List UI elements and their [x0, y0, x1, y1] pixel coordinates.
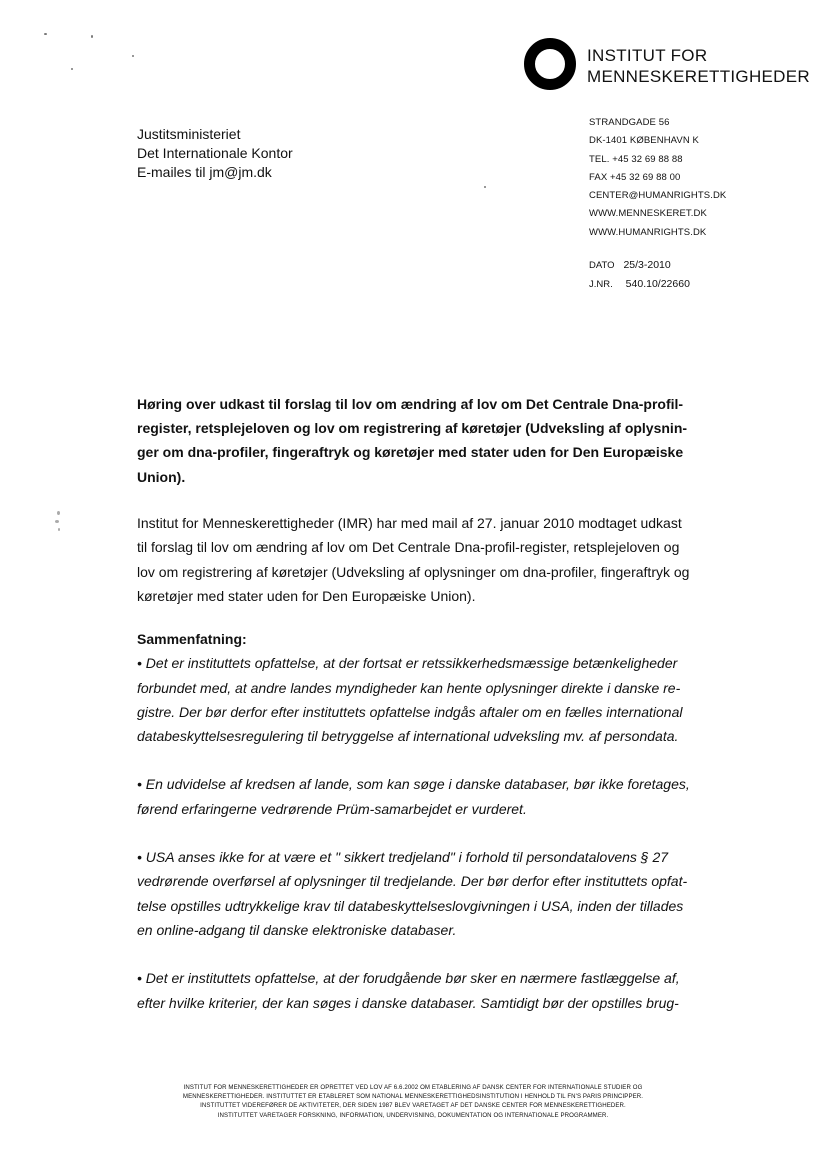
summary-line: forbundet med, at andre landes myndigheder kan hente oplysninger direkte i danske re- — [137, 679, 681, 696]
scan-speck — [44, 33, 47, 35]
footer-line: MENNESKERETTIGHEDER. INSTITUTTET ER ETABLERET SOM NATIONAL MENNESKERETTIGHEDSINSTITUTION I HENHOLD TIL FN'S PARIS PRINCIPPER. — [182, 1093, 644, 1101]
date-row — [589, 256, 690, 275]
summary-line: efter hvilke kriterier, der kan søges i danske databaser. Samtidigt bør der opstilles brug- — [137, 994, 679, 1011]
summary-line: en online-adgang til danske elektroniske databaser. — [137, 921, 457, 938]
intro-line: Institut for Menneskerettigheder (IMR) har med mail af 27. januar 2010 modtaget udkast — [137, 515, 682, 531]
journal-number-row — [589, 275, 690, 294]
summary-line: gistre. Der bør derfor efter instituttets opfattelse indgås aftaler om en fælles international — [137, 703, 683, 720]
summary-line: • Det er instituttets opfattelse, at der forudgående bør sker en nærmere fastlæggelse af, — [137, 970, 680, 987]
contact-email: CENTER@HUMANRIGHTS.DK — [589, 190, 727, 202]
summary-bullet — [137, 772, 690, 821]
page-footer — [120, 1083, 706, 1120]
institute-logo-icon — [524, 38, 576, 90]
contact-website: WWW.HUMANRIGHTS.DK — [589, 226, 707, 238]
contact-details — [589, 114, 726, 242]
letter-subject — [137, 392, 697, 489]
journal-number-label: J.NR. — [589, 279, 613, 290]
subject-line: ger om dna-profiler, fingeraftryk og køretøjer med stater uden for Den Europæiske — [137, 444, 684, 461]
scan-speck — [484, 186, 486, 188]
scan-speck — [91, 35, 93, 38]
journal-number-value: 540.10/22660 — [625, 278, 690, 290]
footer-line: INSTITUT FOR MENNESKERETTIGHEDER ER OPRETTET VED LOV AF 6.6.2002 OM ETABLERING AF DANSK CENTER FOR INTERNATIONALE STUDIER OG — [183, 1084, 643, 1091]
summary-bullet — [137, 651, 690, 748]
document-meta — [589, 256, 690, 294]
recipient-line: E-mailes til jm@jm.dk — [137, 164, 272, 180]
date-label: DATO — [589, 260, 615, 271]
scan-speck — [71, 68, 73, 70]
summary-line: • En udvidelse af kredsen af lande, som kan søge i danske databaser, bør ikke foretages, — [137, 776, 690, 793]
contact-street: STRANDGADE 56 — [589, 117, 670, 128]
scan-speck — [58, 528, 60, 531]
contact-fax: FAX +45 32 69 88 00 — [589, 171, 681, 183]
summary-line: • Det er instituttets opfattelse, at der fortsat er retssikkerhedsmæssige betænkeligheder — [137, 655, 678, 672]
recipient-line: Det Internationale Kontor — [137, 145, 293, 161]
summary-heading: Sammenfatning: — [137, 631, 247, 647]
intro-line: lov om registrering af køretøjer (Udveksling af oplysninger om dna-profiler, fingeraftryk og — [137, 563, 690, 580]
scan-speck — [57, 511, 60, 515]
scan-speck — [132, 55, 134, 57]
scan-speck — [55, 520, 59, 523]
summary-line: • USA anses ikke for at være et " sikkert tredjeland" i forhold til persondatalovens § 27 — [137, 849, 669, 866]
subject-line: register, retsplejeloven og lov om registrering af køretøjer (Udveksling af oplysnin- — [137, 420, 688, 437]
recipient-line: Justitsministeriet — [137, 126, 241, 142]
footer-line: INSTITUTTET VARETAGER FORSKNING, INFORMATION, UNDERVISNING, DOKUMENTATION OG INTERNATIONALE PROGRAMMER. — [217, 1111, 609, 1119]
subject-line: Høring over udkast til forslag til lov om ændring af lov om Det Centrale Dna-profil- — [137, 396, 684, 412]
institute-name-line2: MENNESKERETTIGHEDER — [587, 67, 810, 86]
institute-name-line1: INSTITUT FOR — [587, 46, 708, 65]
summary-line: databeskyttelsesregulering til betryggelse af international udveksling mv. af persondata. — [137, 728, 679, 745]
recipient-address — [137, 125, 293, 182]
summary-line: førend erfaringerne vedrørende Prüm-samarbejdet er vurderet. — [137, 800, 527, 817]
summary-bullet — [137, 966, 690, 1015]
contact-website: WWW.MENNESKERET.DK — [589, 208, 707, 220]
institute-name — [587, 45, 810, 87]
date-value: 25/3-2010 — [623, 259, 671, 271]
summary-bullet — [137, 845, 690, 942]
footer-line: INSTITUTTET VIDEREFØRER DE AKTIVITETER, DER SIDEN 1987 BLEV VARETAGET AF DET DANSKE CENTER FOR MENNESKERETTIGHEDER. — [200, 1102, 626, 1110]
summary-section — [137, 627, 690, 1015]
intro-line: til forslag til lov om ændring af lov om Det Centrale Dna-profil-register, retsplejeloven og — [137, 539, 680, 556]
contact-phone: TEL. +45 32 69 88 88 — [589, 153, 683, 165]
subject-line: Union). — [137, 468, 186, 485]
summary-line: telse opstilles udtrykkelige krav til databeskyttelseslovgivningen i USA, inden der tillades — [137, 897, 684, 914]
intro-paragraph — [137, 511, 689, 608]
intro-line: køretøjer med stater uden for Den Europæiske Union). — [137, 587, 476, 604]
contact-city: DK-1401 KØBENHAVN K — [589, 135, 699, 147]
summary-line: vedrørende overførsel af oplysninger til tredjelande. Der bør derfor efter instituttets opfat- — [137, 873, 688, 890]
